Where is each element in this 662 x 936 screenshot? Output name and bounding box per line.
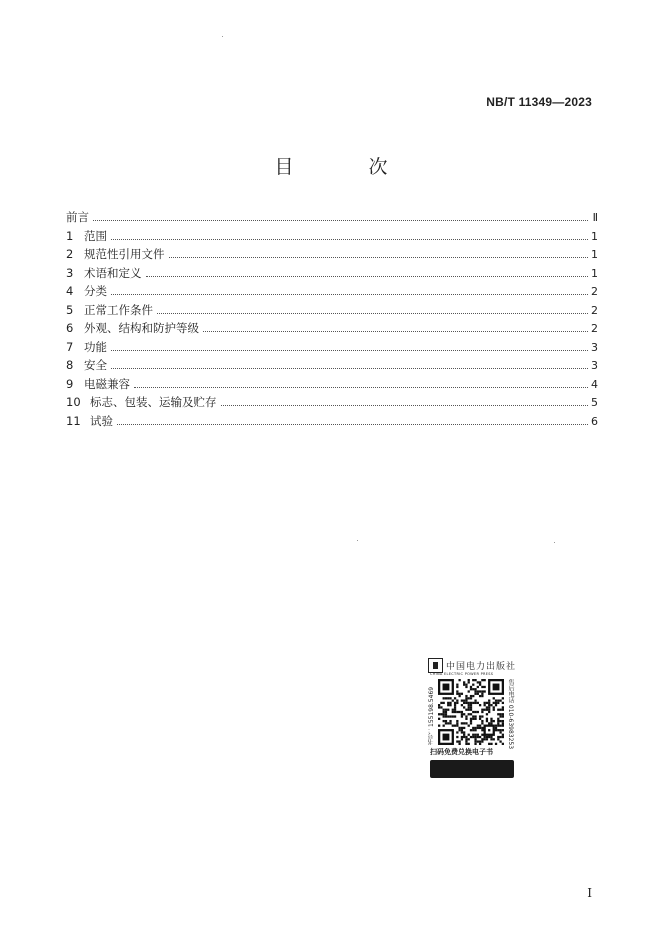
toc-entry-number: 3 xyxy=(66,265,74,280)
toc-entry[interactable] xyxy=(66,228,598,247)
toc-entry-page: 1 xyxy=(591,266,598,280)
toc-leader-dots xyxy=(111,238,588,240)
toc-entry-number: 9 xyxy=(66,376,74,391)
standard-code: NB/T 11349—2023 xyxy=(486,95,592,109)
stamp-phone: 售后电话 010-63983253 xyxy=(507,679,514,750)
toc-entry-page: 2 xyxy=(591,285,598,298)
toc-entry-page: 2 xyxy=(591,322,598,335)
toc-entry[interactable] xyxy=(66,357,598,376)
toc-leader-dots xyxy=(93,219,588,221)
toc-entry-number: 10 xyxy=(66,395,81,409)
toc-entry-number: 6 xyxy=(66,321,74,335)
toc-leader-dots xyxy=(203,330,588,332)
toc-leader-dots xyxy=(111,367,588,369)
page-number: I xyxy=(587,886,592,900)
toc-entry-page: 6 xyxy=(591,414,598,428)
toc-entry-page: 1 xyxy=(591,229,598,243)
toc-entry[interactable] xyxy=(66,320,598,339)
scan-speck xyxy=(222,36,223,37)
toc-leader-dots xyxy=(157,312,588,314)
toc-entry-page: 5 xyxy=(591,396,598,409)
scratch-code-area[interactable] xyxy=(430,760,514,778)
stamp-publisher-en: CHINA ELECTRIC POWER PRESS xyxy=(430,672,494,676)
toc-entry-number: 5 xyxy=(66,302,74,317)
toc-entry[interactable] xyxy=(66,376,598,395)
toc-leader-dots xyxy=(111,293,588,295)
stamp-caption: 扫码免费兑换电子书 xyxy=(430,748,493,756)
toc-entry-page: 3 xyxy=(591,359,598,372)
toc-entry[interactable] xyxy=(66,302,598,321)
toc-leader-dots xyxy=(221,404,589,406)
qr-code-icon[interactable] xyxy=(438,679,504,745)
toc-entry-label: 前言 xyxy=(66,210,89,224)
toc-entry-number: 7 xyxy=(66,339,74,354)
toc-entry-label: 试验 xyxy=(90,413,113,428)
page-title: 目 次 xyxy=(274,156,416,178)
toc-entry-label: 安全 xyxy=(84,358,107,372)
toc-entry[interactable] xyxy=(66,246,598,265)
toc-entry-page: Ⅱ xyxy=(592,211,598,224)
scan-speck xyxy=(357,540,358,541)
toc-entry[interactable] xyxy=(66,265,598,284)
toc-entry-label: 功能 xyxy=(84,339,107,354)
toc-leader-dots xyxy=(169,256,589,258)
toc-entry-page: 4 xyxy=(591,377,598,391)
toc-entry-label: 范围 xyxy=(84,228,107,243)
toc-entry-page: 2 xyxy=(591,303,598,317)
toc-entry[interactable] xyxy=(66,339,598,358)
toc-leader-dots xyxy=(111,349,588,351)
toc-entry-label: 分类 xyxy=(84,284,107,298)
toc-entry-number: 8 xyxy=(66,358,74,372)
toc-entry[interactable] xyxy=(66,394,598,413)
toc-leader-dots xyxy=(134,386,588,388)
toc-entry[interactable] xyxy=(66,413,598,432)
toc-entry-number: 11 xyxy=(66,413,81,428)
toc-leader-dots xyxy=(146,275,589,277)
toc-entry[interactable] xyxy=(66,283,598,302)
publisher-logo-icon xyxy=(428,658,443,673)
toc-entry[interactable] xyxy=(66,209,598,228)
scan-speck xyxy=(554,542,555,543)
toc-entry-number: 4 xyxy=(66,284,74,298)
toc-entry-label: 正常工作条件 xyxy=(84,302,153,317)
toc-entry-label: 标志、包装、运输及贮存 xyxy=(90,395,217,409)
stamp-publisher: 中国电力出版社 xyxy=(446,661,517,672)
toc-entry-number: 1 xyxy=(66,228,74,243)
toc-leader-dots xyxy=(117,423,588,425)
toc-entry-page: 1 xyxy=(591,248,598,261)
toc-entry-page: 3 xyxy=(591,340,598,354)
toc-entry-label: 术语和定义 xyxy=(84,265,142,280)
toc-entry-label: 规范性引用文件 xyxy=(84,247,165,261)
table-of-contents xyxy=(66,209,598,431)
toc-entry-number: 2 xyxy=(66,247,74,261)
publisher-stamp xyxy=(424,655,519,780)
toc-entry-label: 电磁兼容 xyxy=(84,376,130,391)
toc-entry-label: 外观、结构和防护等级 xyxy=(84,321,199,335)
stamp-isbn: 书号：155198.5469 xyxy=(428,686,435,745)
